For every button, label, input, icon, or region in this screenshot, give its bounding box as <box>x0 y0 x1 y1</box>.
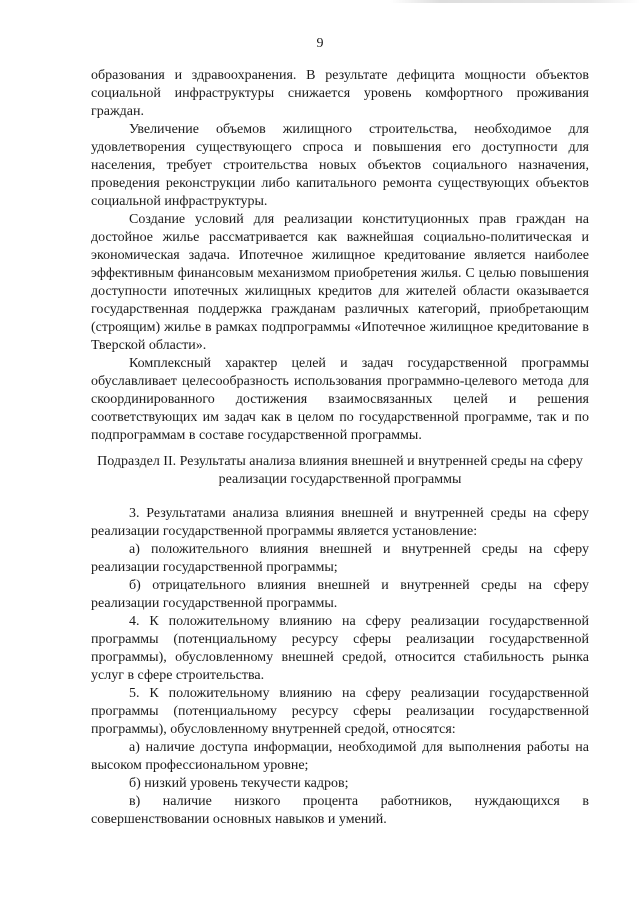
paragraph: 3. Результатами анализа влияния внешней и внутренней среды на сферу реализации государственной программы является установление: <box>91 506 589 539</box>
list-item: б) отрицательного влияния внешней и внутренней среды на сферу реализации государственной программы. <box>91 578 589 611</box>
body-text-top <box>91 67 589 445</box>
section-heading: Подраздел II. Результаты анализа влияния внешней и внутренней среды на сферу реализации государственной программы <box>97 454 583 487</box>
paragraph: 4. К положительному влиянию на сферу реализации государственной программы (потенциальному ресурсу сферы реализации государственной программы), обусловленному внешней средой, относится стабильность рынка услуг в сфере строительства. <box>91 614 589 683</box>
list-item: в) наличие низкого процента работников, нуждающихся в совершенствовании основных навыков и умений. <box>91 794 589 827</box>
paragraph: 5. К положительному влиянию на сферу реализации государственной программы (потенциальному ресурсу сферы реализации государственной программы), обусловленному внутренней средой, относятся: <box>91 686 589 737</box>
list-item: а) наличие доступа информации, необходимой для выполнения работы на высоком профессиональном уровне; <box>91 740 589 773</box>
list-item: б) низкий уровень текучести кадров; <box>129 776 349 791</box>
paragraph: Увеличение объемов жилищного строительства, необходимое для удовлетворения существующего спроса и повышения его доступности для населения, требует строительства новых объектов социального назначения, проведения реконструкции либо капитального ремонта существующих объектов социальной инфраструктуры. <box>91 122 589 209</box>
list-item: а) положительного влияния внешней и внутренней среды на сферу реализации государственной программы; <box>91 542 589 575</box>
scan-artifact <box>390 0 640 3</box>
paragraph: Комплексный характер целей и задач государственной программы обуславливает целесообразность использования программно-целевого метода для скоординированного достижения взаимосвязанных целей и решения соответствующих им задач как в целом по государственной программе, так и по подпрограммам в составе государственной программы. <box>91 356 589 443</box>
page-number: 9 <box>316 36 324 51</box>
body-text-bottom <box>91 505 589 829</box>
paragraph: Создание условий для реализации конституционных прав граждан на достойное жилье рассматривается как важнейшая социально-политическая и экономическая задача. Ипотечное жилищное кредитование является наиболее эффективным финансовым механизмом приобретения жилья. С целью повышения доступности ипотечных жилищных кредитов для жителей области оказывается государственная поддержка гражданам различных категорий, приобретающим (строящим) жилье в рамках подпрограммы «Ипотечное жилищное кредитование в Тверской области». <box>91 212 589 353</box>
paragraph: образования и здравоохранения. В результате дефицита мощности объектов социальной инфраструктуры снижается уровень комфортного проживания граждан. <box>91 68 589 119</box>
